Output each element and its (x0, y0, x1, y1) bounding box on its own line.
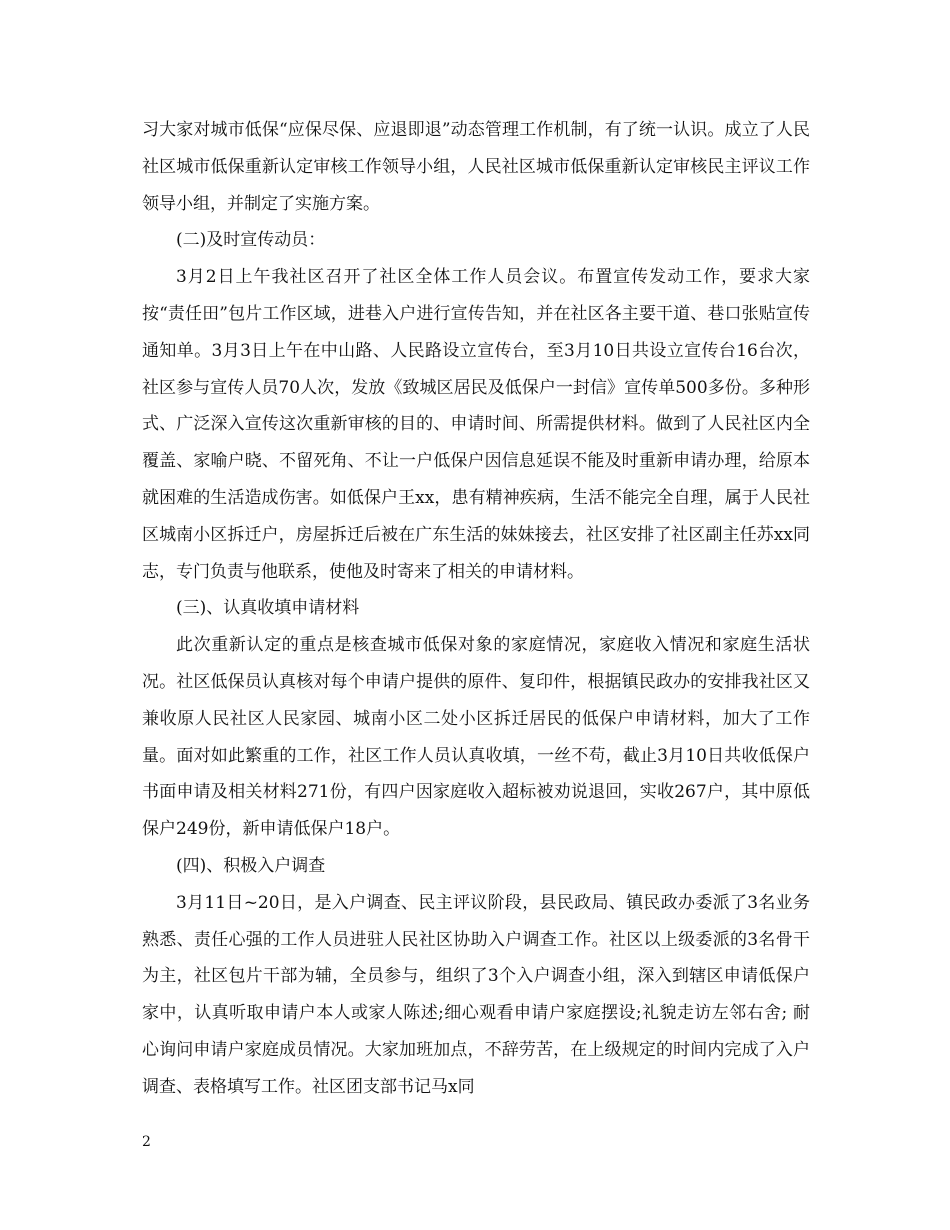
page-number: 2 (142, 1134, 151, 1150)
heading-section-3: (三)、认真收填申请材料 (176, 598, 360, 619)
paragraph-3: 此次重新认定的重点是核查城市低保对象的家庭情况，家庭收入情况和家庭生活状况。社区低保员认真核对每个申请户提供的原件、复印件，根据镇民政办的安排我社区又兼收原人民社区人民家园、城南小区二处小区拆迁居民的低保户申请材料，加大了工作量。面对如此繁重的工作，社区工作人员认真收填，一丝不苟，截止3月10日共收低保户书面申请及相关材料271份，有四户因家庭收入超标被劝说退回，实收267户，其中原低保户249份，新申请低保户18户。 (142, 635, 810, 840)
document-body (142, 112, 810, 1106)
heading-section-2: (二)及时宣传动员： (176, 230, 326, 251)
paragraph-1: 习大家对城市低保“应保尽保、应退即退”动态管理工作机制，有了统一认识。成立了人民社区城市低保重新认定审核工作领导小组，人民社区城市低保重新认定审核民主评议工作领导小组，并制定了实施方案。 (142, 120, 810, 214)
paragraph-4: 3月11日~20日，是入户调查、民主评议阶段，县民政局、镇民政办委派了3名业务熟悉、责任心强的工作人员进驻人民社区协助入户调查工作。社区以上级委派的3名骨干为主，社区包片干部为辅，全员参与，组织了3个入户调查小组，深入到辖区申请低保户家中，认真听取申请户本人或家人陈述;细心观看申请户家庭摆设;礼貌走访左邻右舍; 耐心询问申请户家庭成员情况。大家加班加点，不辞劳苦，在上级规定的时间内完成了入户调查、表格填写工作。社区团支部书记马x同 (142, 892, 810, 1097)
paragraph-2: 3月2日上午我社区召开了社区全体工作人员会议。布置宣传发动工作，要求大家按“责任田”包片工作区域，进巷入户进行宣传告知，并在社区各主要干道、巷口张贴宣传通知单。3月3日上午在中山路、人民路设立宣传台，至3月10日共设立宣传台16台次，社区参与宣传人员70人次，发放《致城区居民及低保户一封信》宣传单500多份。多种形式、广泛深入宣传这次重新审核的目的、申请时间、所需提供材料。做到了人民社区内全覆盖、家喻户晓、不留死角、不让一户低保户因信息延误不能及时重新申请办理，给原本就困难的生活造成伤害。如低保户王xx，患有精神疾病，生活不能完全自理，属于人民社区城南小区拆迁户，房屋拆迁后被在广东生活的妹妹接去，社区安排了社区副主任苏xx同志，专门负责与他联系，使他及时寄来了相关的申请材料。 (142, 267, 810, 582)
heading-section-4: (四)、积极入户调查 (176, 855, 326, 876)
